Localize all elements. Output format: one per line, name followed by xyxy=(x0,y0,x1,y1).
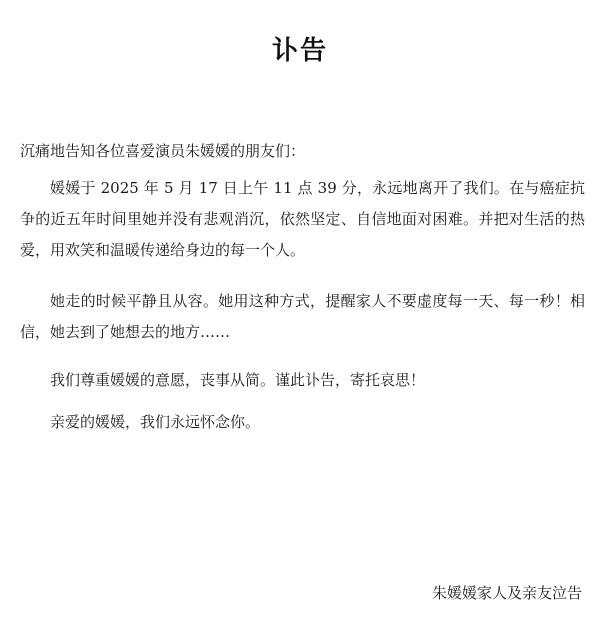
paragraph-remembrance: 亲爱的媛媛，我们永远怀念你。 xyxy=(50,413,261,431)
paragraph-passing-announcement: 媛媛于 2025 年 5 月 17 日上午 11 点 39 分，永远地离开了我们。在与癌症抗争的近五年时间里她并没有悲观消沉，依然坚定、自信地面对困难。并把对生活的热爱，用欢笑和温暖传递给身边的每一个人。 xyxy=(20,179,585,259)
paragraph-peaceful-departure: 她走的时候平静且从容。她用这种方式，提醒家人不要虚度每一天、每一秒！相信，她去到了她想去的地方…… xyxy=(20,292,585,341)
signature-line: 朱媛媛家人及亲友泣告 xyxy=(431,584,582,602)
salutation-line: 沉痛地告知各位喜爱演员朱媛媛的朋友们： xyxy=(20,142,306,160)
notice-title: 讣告 xyxy=(271,36,328,66)
paragraph-simple-funeral: 我们尊重媛媛的意愿，丧事从简。谨此讣告，寄托哀思！ xyxy=(50,371,426,389)
